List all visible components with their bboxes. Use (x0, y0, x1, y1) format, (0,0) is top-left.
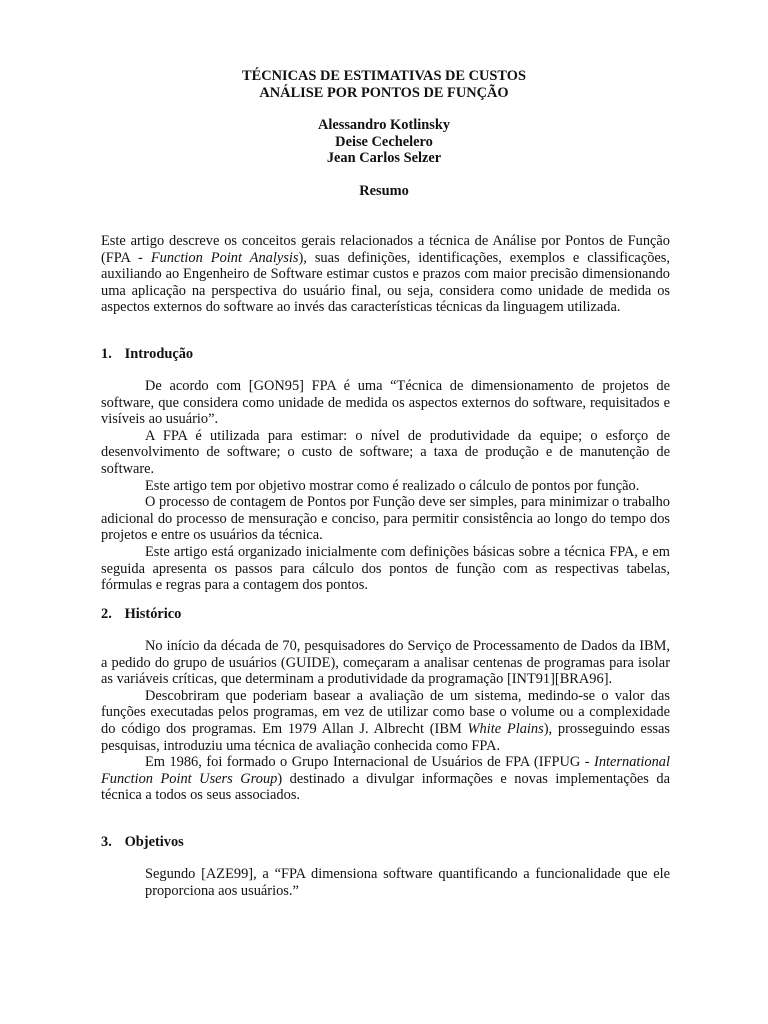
section-body-introducao (101, 378, 670, 594)
italic-term: White Plains (467, 720, 544, 737)
title-line-1: TÉCNICAS DE ESTIMATIVAS DE CUSTOS (242, 68, 526, 84)
paragraph: No início da década de 70, pesquisadores do Serviço de Processamento de Dados da IBM, a pedido do grupo de usuários (GUIDE), começaram a analisar centenas de programas para isolar as variáveis críticas, que determinam a produtividade da programação [INT91][BRA96]. (101, 638, 670, 688)
author-name: Jean Carlos Selzer (326, 150, 442, 167)
italic-term: International Function Point Users Group (101, 754, 670, 787)
abstract-text (101, 233, 670, 316)
section-body-historico (101, 638, 670, 804)
paragraph: Segundo [AZE99], a “FPA dimensiona software quantificando a funcionalidade que ele proporciona aos usuários.” (145, 866, 670, 899)
author-list (0, 117, 768, 167)
section-heading-historico (101, 606, 181, 623)
section-heading-objetivos (101, 834, 184, 851)
abstract-text-part: ), suas definições, identificações, exemplos e classificações, auxiliando ao Engenheiro de Software estimar custos e prazos com maior precisão dimensionando uma aplicação na perspectiva do usuário final, ou seja, considera como unidade de medida os aspectos externos do software ao invés das características técnicas da linguagem utilizada. (101, 249, 670, 316)
paragraph-part: ) destinado a divulgar informações e novas implementações da técnica a todos os seus associados. (101, 770, 670, 804)
paper-title (0, 68, 768, 101)
author-name: Deise Cechelero (335, 133, 433, 150)
paragraph: O processo de contagem de Pontos por Função deve ser simples, para minimizar o trabalho adicional do processo de mensuração e conciso, para permitir consistência ao longo do tempo dos projetos e entre os usuários da técnica. (101, 494, 670, 544)
section-number: 3. (101, 834, 112, 850)
section-number: 1. (101, 346, 112, 362)
section-body-objetivos (145, 866, 670, 899)
paragraph-part: Descobriram que poderiam basear a avaliação de um sistema, medindo-se o valor das funções executadas pelos programas, em vez de utilizar como base o volume ou a complexidade do código dos programas. Em 1979 Allan J. Albrecht (IBM (101, 687, 670, 737)
abstract-heading: Resumo (359, 183, 409, 199)
paragraph: De acordo com [GON95] FPA é uma “Técnica de dimensionamento de projetos de software, que considera como unidade de medida os aspectos externos do software, requisitados e visíveis ao usuário”. (101, 378, 670, 428)
section-title: Objetivos (124, 834, 184, 850)
abstract-italic-term: Function Point Analysis (150, 249, 299, 266)
paragraph: Este artigo está organizado inicialmente com definições básicas sobre a técnica FPA, e em seguida apresenta os passos para cálculo dos pontos de função com as respectivas tabelas, fórmulas e regras para a contagem dos pontos. (101, 543, 670, 594)
paragraph: Este artigo tem por objetivo mostrar como é realizado o cálculo de pontos por função. (145, 477, 640, 494)
title-line-2: ANÁLISE POR PONTOS DE FUNÇÃO (259, 84, 509, 101)
paragraph-part: Em 1986, foi formado o Grupo Internacional de Usuários de FPA (IFPUG - (145, 754, 595, 771)
author-name: Alessandro Kotlinsky (317, 117, 451, 133)
section-number: 2. (101, 606, 112, 622)
paragraph (101, 688, 670, 754)
section-title: Introdução (124, 346, 194, 362)
section-title: Histórico (124, 606, 182, 622)
paragraph: A FPA é utilizada para estimar: o nível de produtividade da equipe; o esforço de desenvolvimento de software; o custo de software; a taxa de produção e de manutenção de software. (101, 427, 670, 477)
paragraph (101, 754, 670, 804)
abstract-text-part: Este artigo descreve os conceitos gerais relacionados a técnica de Análise por Pontos de Função (FPA - (101, 233, 670, 266)
paragraph-part: ), prosseguindo essas pesquisas, introduziu uma técnica de avaliação conhecida como FPA. (101, 720, 671, 754)
section-heading-introducao (101, 346, 193, 363)
